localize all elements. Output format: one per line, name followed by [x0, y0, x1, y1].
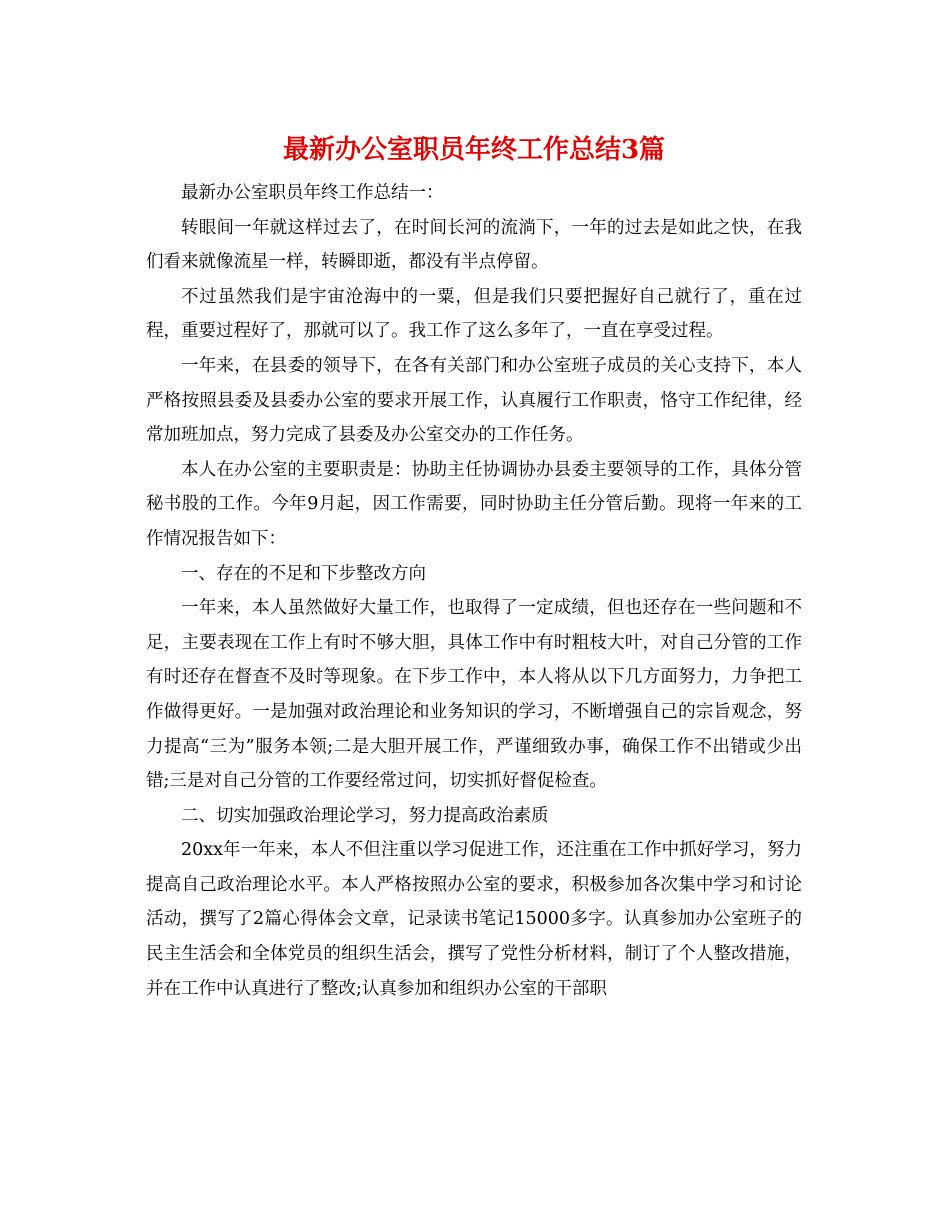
paragraph: 一年来，在县委的领导下，在各有关部门和办公室班子成员的关心支持下，本人严格按照县委及县委办公室的要求开展工作，认真履行工作职责，恪守工作纪律，经常加班加点，努力完成了县委及办公室交办的工作任务。: [146, 355, 802, 446]
section-heading: 二、切实加强政治理论学习，努力提高政治素质: [181, 805, 549, 826]
paragraph: 一年来，本人虽然做好大量工作，也取得了一定成绩，但也还存在一些问题和不足，主要表现在工作上有时不够大胆，具体工作中有时粗枝大叶，对自己分管的工作有时还存在督查不及时等现象。在下步工作中，本人将从以下几方面努力，力争把工作做得更好。一是加强对政治理论和业务知识的学习，不断增强自己的宗旨观念，努力提高“三为”服务本领;二是大胆开展工作，严谨细致办事，确保工作不出错或少出错;三是对自己分管的工作要经常过问，切实抓好督促检查。: [146, 598, 802, 792]
document-title: 最新办公室职员年终工作总结3篇: [282, 135, 666, 165]
document-page: [146, 0, 802, 1230]
paragraph: 转眼间一年就这样过去了，在时间长河的流淌下，一年的过去是如此之快，在我们看来就像流星一样，转瞬即逝，都没有半点停留。: [146, 217, 802, 273]
paragraph: 本人在办公室的主要职责是：协助主任协调协办县委主要领导的工作，具体分管秘书股的工作。今年9月起，因工作需要，同时协助主任分管后勤。现将一年来的工作情况报告如下：: [146, 459, 802, 549]
paragraph: 不过虽然我们是宇宙沧海中的一粟，但是我们只要把握好自己就行了，重在过程，重要过程好了，那就可以了。我工作了这么多年了，一直在享受过程。: [146, 286, 802, 342]
paragraph: 20xx年一年来，本人不但注重以学习促进工作，还注重在工作中抓好学习，努力提高自己政治理论水平。本人严格按照办公室的要求，积极参加各次集中学习和讨论活动，撰写了2篇心得体会文章，记录读书笔记15000多字。认真参加办公室班子的民主生活会和全体党员的组织生活会，撰写了党性分析材料，制订了个人整改措施，并在工作中认真进行了整改;认真参加和组织办公室的干部职: [146, 840, 802, 999]
paragraph: 最新办公室职员年终工作总结一：: [181, 183, 444, 203]
document-body: [146, 176, 802, 1006]
section-heading: 一、存在的不足和下步整改方向: [181, 563, 426, 584]
